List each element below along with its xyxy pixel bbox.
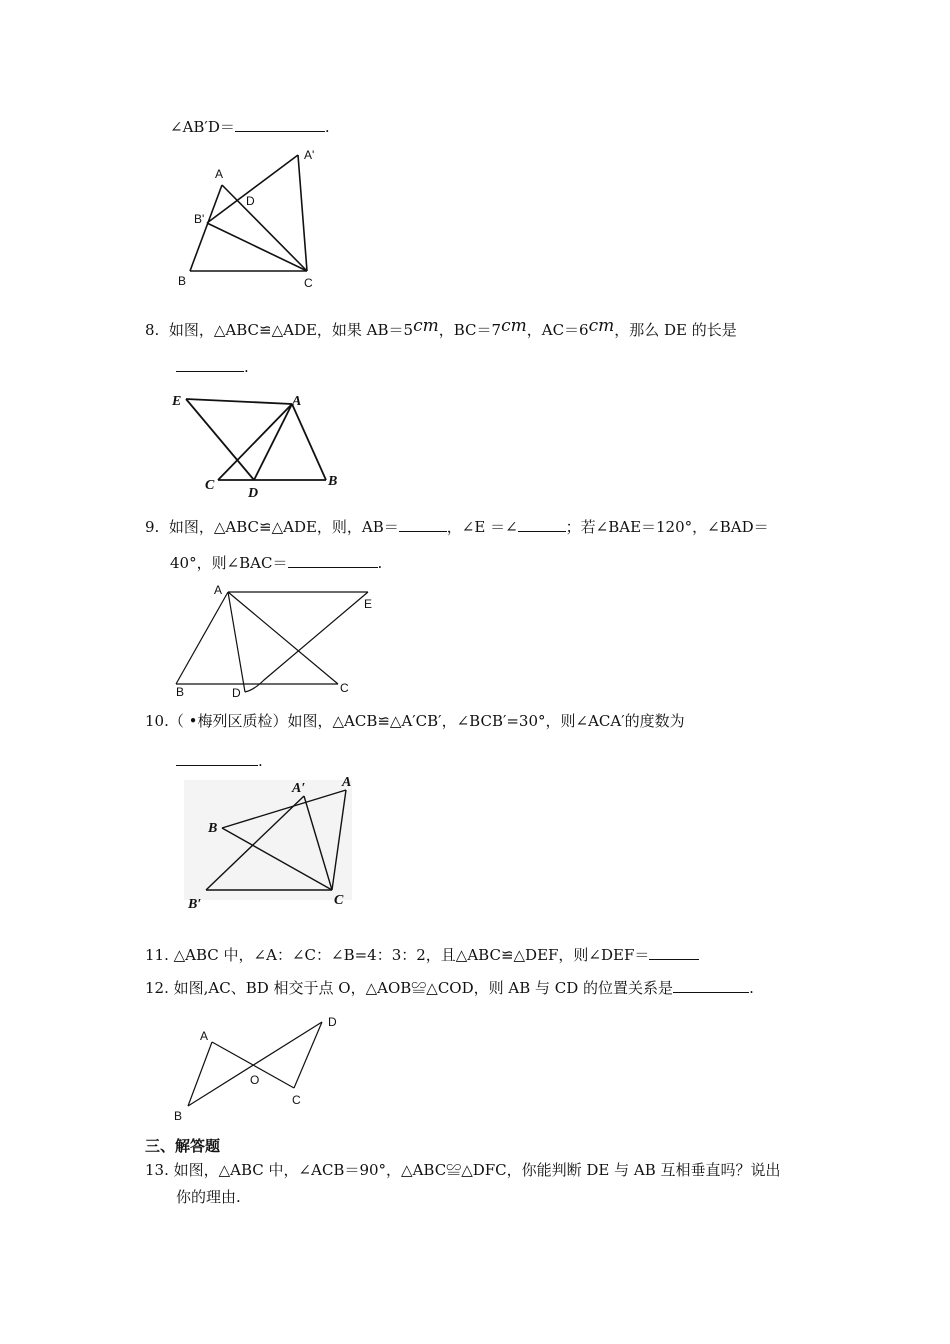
q8-text3: ，AC＝6 xyxy=(526,321,589,339)
q10-figure-background xyxy=(184,780,352,900)
q11-blank[interactable] xyxy=(649,944,699,960)
q13-text1: 如图，△ABC 中，∠ACB＝90°，△ABC≌△DFC，你能判断 DE 与 AB 互相垂直吗？说出 xyxy=(173,1161,781,1179)
q10-text1: （ •梅列区质检）如图，△ACB≌△A′CB′，∠BCB′=30°，则∠ACA′的度数为 xyxy=(168,712,685,730)
q11-text: △ABC 中，∠A：∠C：∠B=4：3：2，且△ABC≌△DEF，则∠DEF＝ xyxy=(173,946,650,964)
q10-end: . xyxy=(258,752,263,770)
q8-edge-ab xyxy=(292,404,326,480)
q7-label-b: B xyxy=(178,274,187,288)
q12-edge-bd xyxy=(188,1022,322,1106)
q12-edge-ab xyxy=(188,1042,212,1106)
q7-label-a1: A' xyxy=(304,148,315,162)
q10-line2 xyxy=(176,750,263,771)
q8-edge-ea xyxy=(186,399,292,404)
q7-edge-ac xyxy=(222,185,307,271)
q8-label-d: D xyxy=(248,486,259,501)
q9-edge-ac xyxy=(228,592,338,684)
q8-text2: ，BC＝7 xyxy=(438,321,502,339)
q8-text4: ，那么 DE 的长是 xyxy=(614,321,737,339)
q8-figure xyxy=(168,385,348,503)
q7-edge-a1c xyxy=(298,155,307,271)
q12-label-b: B xyxy=(174,1109,183,1123)
q10-label-c: C xyxy=(334,893,344,908)
q9-end: . xyxy=(377,554,383,572)
q12-text: 如图,AC、BD 相交于点 O，△AOB≌△COD，则 AB 与 CD 的位置关系是 xyxy=(173,979,674,997)
q9-blank-1[interactable] xyxy=(399,516,447,532)
q9-text4: 40°，则∠BAC＝ xyxy=(170,554,288,572)
q13-text2: 你的理由. xyxy=(176,1188,241,1206)
section-3-title: 三、解答题 xyxy=(145,1137,221,1155)
q9-label-a: A xyxy=(214,583,223,597)
q8-line2 xyxy=(176,356,249,377)
q12-label-c: C xyxy=(292,1093,301,1107)
q8-label-e: E xyxy=(172,394,182,409)
q9-blank-2[interactable] xyxy=(518,516,566,532)
q8-label-b: B xyxy=(328,474,338,489)
q12-label-d: D xyxy=(328,1015,337,1029)
q7-label-b1: B' xyxy=(194,212,205,226)
q13-line2 xyxy=(176,1187,241,1207)
q10-line1 xyxy=(145,711,685,731)
q8-unit-3: cm xyxy=(588,316,615,336)
q9-edge-de xyxy=(245,592,368,692)
q11-line xyxy=(145,944,699,965)
q9-text3: ；若∠BAE＝120°，∠BAD＝ xyxy=(565,518,769,536)
q12-blank[interactable] xyxy=(673,977,749,993)
q7-blank[interactable] xyxy=(235,116,325,132)
q9-label-e: E xyxy=(364,597,373,611)
q7-end: . xyxy=(324,118,330,136)
q8-end: . xyxy=(244,358,249,376)
q12-line xyxy=(145,977,754,998)
q10-label-a: A xyxy=(342,775,352,790)
q7-edge-b1c xyxy=(207,223,307,271)
q8-unit-2: cm xyxy=(501,316,527,336)
q8-edge-ad xyxy=(254,404,292,480)
q9-label-b: B xyxy=(176,685,185,699)
q12-end: . xyxy=(749,979,754,997)
q10-num: 10. xyxy=(145,712,169,730)
q8-label-c: C xyxy=(205,478,215,493)
q8-blank[interactable] xyxy=(176,356,244,372)
q7-label-a: A xyxy=(215,167,224,181)
q13-line1 xyxy=(145,1160,781,1180)
q9-line2 xyxy=(170,552,382,573)
q8-label-a: A xyxy=(292,394,302,409)
q7-label-c: C xyxy=(304,276,313,290)
q10-label-b1: B′ xyxy=(188,897,202,912)
q10-blank[interactable] xyxy=(176,750,258,766)
q12-edge-dc xyxy=(294,1022,322,1088)
q8-edge-ac xyxy=(218,404,292,480)
q9-label-c: C xyxy=(340,681,349,695)
q9-num: 9. xyxy=(145,518,160,536)
q12-label-o: O xyxy=(250,1073,260,1087)
q9-line1 xyxy=(145,516,769,537)
q7-answer-line xyxy=(170,116,330,137)
q10-figure xyxy=(184,772,359,912)
q7-text: ∠AB′D＝ xyxy=(170,118,235,136)
q9-figure xyxy=(168,580,383,702)
q9-label-d: D xyxy=(232,686,241,700)
q8-num: 8. xyxy=(145,321,160,339)
q13-num: 13. xyxy=(145,1161,169,1179)
q12-num: 12. xyxy=(145,979,169,997)
q8-line1 xyxy=(145,316,737,340)
q7-figure xyxy=(170,145,330,295)
q9-edge-ad xyxy=(228,592,245,692)
q9-text1: 如图，△ABC≌△ADE，则，AB＝ xyxy=(168,518,399,536)
q10-label-a1: A′ xyxy=(292,781,306,796)
q8-edge-ed xyxy=(186,399,254,480)
q9-edge-ab xyxy=(176,592,228,684)
q8-text1: 如图，△ABC≌△ADE，如果 AB＝5 xyxy=(168,321,414,339)
q9-blank-3[interactable] xyxy=(288,552,378,568)
q10-label-b: B xyxy=(208,821,218,836)
q8-unit-1: cm xyxy=(413,316,439,336)
q12-label-a: A xyxy=(200,1029,209,1043)
q12-figure xyxy=(170,1010,345,1128)
q7-label-d: D xyxy=(246,194,255,208)
q9-text2: ，∠E ＝∠ xyxy=(446,518,518,536)
q11-num: 11. xyxy=(145,946,169,964)
